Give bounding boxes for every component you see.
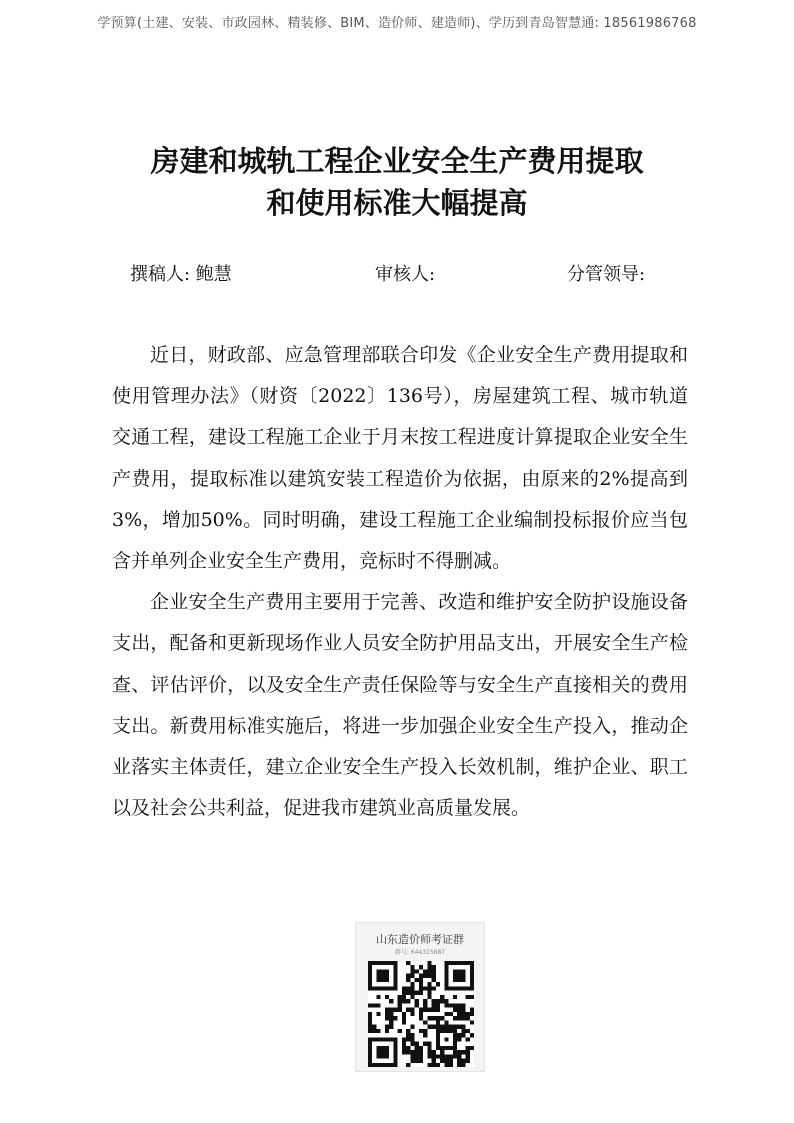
- paragraph: 近日，财政部、应急管理部联合印发《企业安全生产费用提取和使用管理办法》（财资〔2022〕136号），房屋建筑工程、城市轨道交通工程，建设工程施工企业于月末按工程进度计算提取企业安全生产费用，提取标准以建筑安装工程造价为依据，由原来的2%提高到3%，增加50%。同时明确，建设工程施工企业编制投标报价应当包含并单列企业安全生产费用，竞标时不得删减。: [112, 344, 688, 573]
- article-body: [112, 335, 688, 829]
- header-ad-text: 学预算(土建、安装、市政园林、精装修、BIM、造价师、建造师)、学历到青岛智慧通: 18561986768: [97, 16, 697, 31]
- qr-card: [355, 922, 485, 1072]
- title-line-1: 房建和城轨工程企业安全生产费用提取: [150, 144, 644, 178]
- qr-group-number: 群号: 644315887: [394, 949, 446, 956]
- reviewer-label: 审核人:: [375, 264, 436, 285]
- document-title: [0, 140, 794, 224]
- manager-label: 分管领导:: [567, 264, 646, 285]
- author-label: 撰稿人: 鲍慧: [130, 264, 232, 285]
- qr-group-name: 山东造价师考证群: [376, 933, 464, 946]
- byline-row: [130, 262, 690, 288]
- title-line-2: 和使用标准大幅提高: [266, 186, 528, 220]
- qr-code-icon: [368, 961, 474, 1067]
- paragraph: 企业安全生产费用主要用于完善、改造和维护安全防护设施设备支出，配备和更新现场作业人员安全防护用品支出，开展安全生产检查、评估评价，以及安全生产责任保险等与安全生产直接相关的费用支出。新费用标准实施后，将进一步加强企业安全生产投入，推动企业落实主体责任，建立企业安全生产投入长效机制，维护企业、职工以及社会公共利益，促进我市建筑业高质量发展。: [112, 591, 688, 820]
